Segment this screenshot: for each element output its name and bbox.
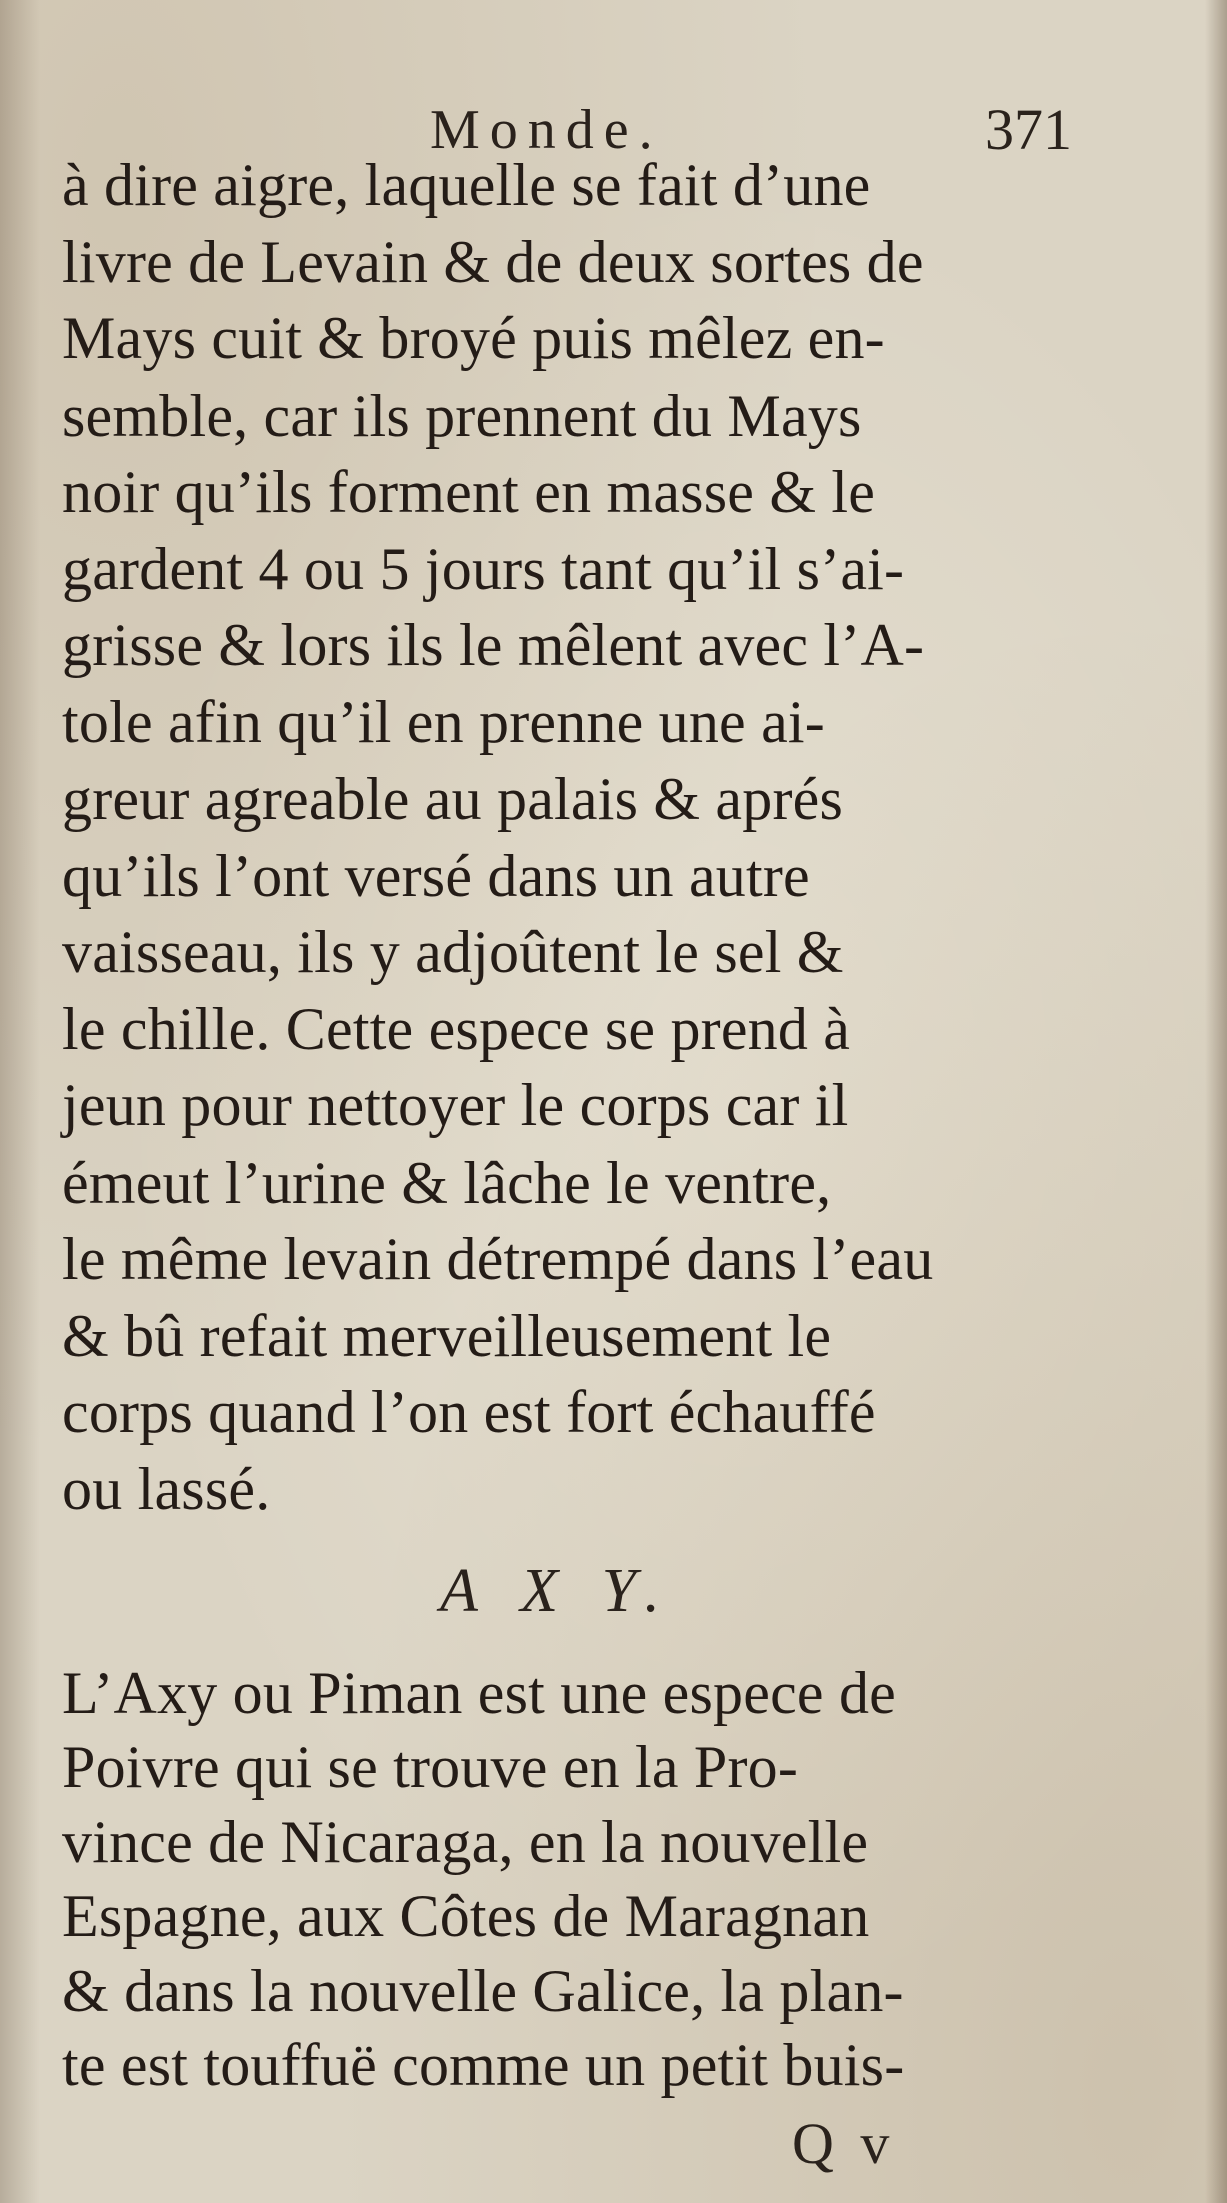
text-line: Poivre qui se trouve en la Pro- — [62, 1734, 799, 1800]
text-line: à dire aigre, laquelle se fait d’une — [62, 152, 871, 218]
running-head: Monde. — [430, 99, 663, 161]
text-line: ou lassé. — [62, 1456, 271, 1522]
text-line: le même levain détrempé dans l’eau — [62, 1226, 934, 1292]
text-line: qu’ils l’ont versé dans un autre — [62, 843, 810, 909]
text-line: Espagne, aux Côtes de Maragnan — [62, 1883, 870, 1949]
text-line: grisse & lors ils le mêlent avec l’A- — [62, 612, 925, 678]
text-line: Mays cuit & broyé puis mêlez en- — [62, 305, 885, 371]
page-number: 371 — [985, 97, 1072, 162]
text-line: & dans la nouvelle Galice, la plan- — [62, 1958, 904, 2024]
gutter-shadow — [0, 0, 40, 2203]
text-line: L’Axy ou Piman est une espece de — [62, 1660, 896, 1726]
text-line: tole afin qu’il en prenne une ai- — [62, 689, 825, 755]
text-line: te est touffuë comme un petit buis- — [62, 2032, 905, 2098]
text-line: le chille. Cette espece se prend à — [62, 996, 851, 1062]
text-line: noir qu’ils forment en masse & le — [62, 459, 876, 525]
text-line: vaisseau, ils y adjoûtent le sel & — [62, 919, 844, 985]
text-line: émeut l’urine & lâche le ventre, — [62, 1150, 832, 1216]
text-line: livre de Levain & de deux sortes de — [62, 229, 924, 295]
text-line: semble, car ils prennent du Mays — [62, 383, 862, 449]
text-line: corps quand l’on est fort échauffé — [62, 1379, 876, 1445]
text-line: & bû refait merveilleusement le — [62, 1303, 832, 1369]
signature-mark: Q v — [792, 2111, 896, 2176]
text-line: gardent 4 ou 5 jours tant qu’il s’ai- — [62, 536, 905, 602]
text-line: greur agreable au palais & aprés — [62, 766, 844, 832]
section-heading: A X Y. — [440, 1557, 674, 1625]
text-line: vince de Nicaraga, en la nouvelle — [62, 1809, 869, 1875]
text-line: jeun pour nettoyer le corps car il — [62, 1072, 849, 1138]
